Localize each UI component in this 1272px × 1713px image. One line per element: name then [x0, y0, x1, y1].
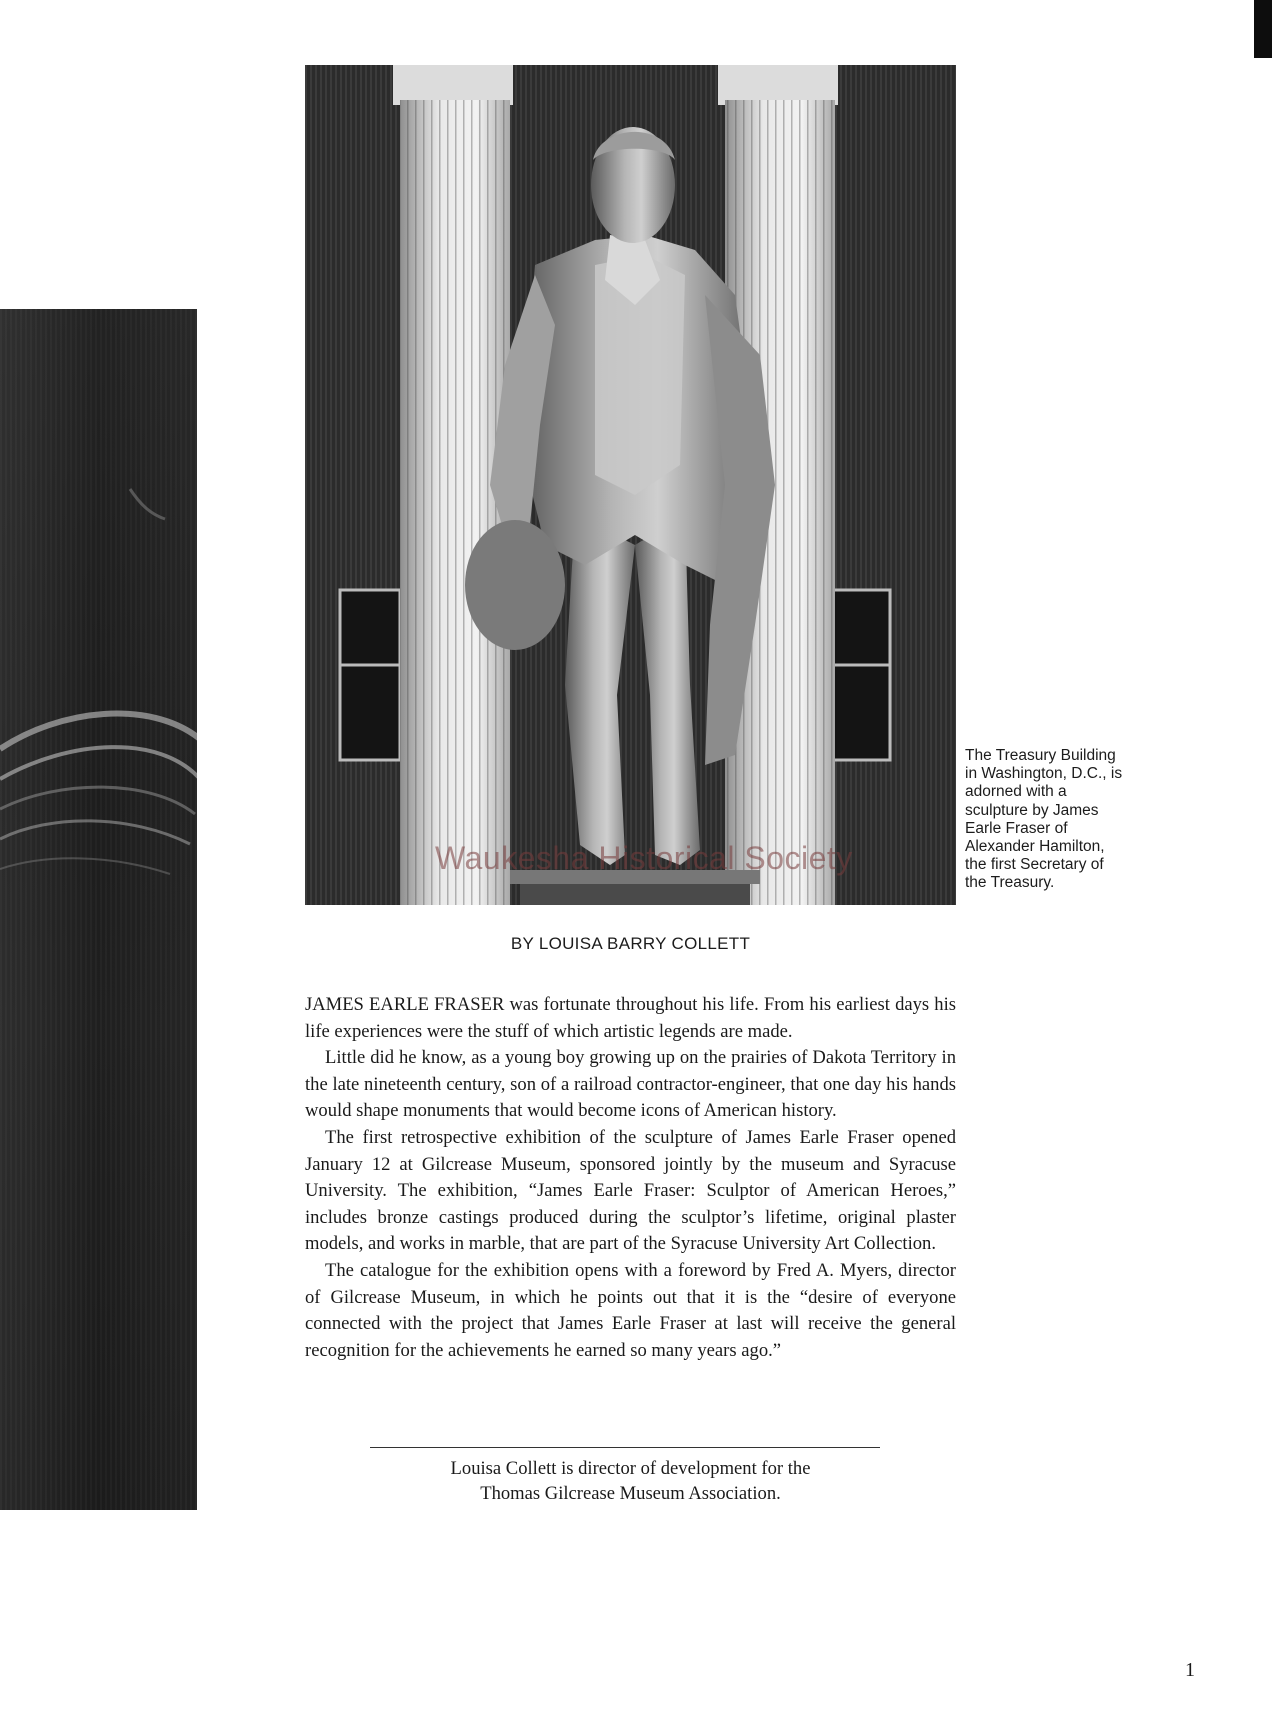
author-byline: BY LOUISA BARRY COLLETT [510, 934, 751, 953]
bio-line: Louisa Collett is director of development for the [450, 1458, 811, 1479]
left-photo-drawing [0, 309, 197, 1510]
author-bio [305, 1456, 956, 1506]
hamilton-statue-photo [305, 65, 956, 905]
article-paragraph: Little did he know, as a young boy growing up on the prairies of Dakota Territory in the late nineteenth century, son of a railroad contractor-engineer, that one day his hands would shape monuments that would become icons of American history. [305, 1047, 956, 1122]
article-paragraph: The first retrospective exhibition of the sculpture of James Earle Fraser opened January 12 at Gilcrease Museum, sponsored jointly by the museum and Syracuse University. The exhibition, “James Earle Fraser: Sculptor of American Heroes,” includes bronze castings produced during the sculptor’s lifetime, original plaster models, and works in marble, that are part of the Syracuse University Art Collection. [305, 1126, 956, 1255]
article-body [305, 992, 956, 1364]
divider-rule [370, 1447, 880, 1448]
statue-drawing [305, 65, 956, 905]
caption-line: in Washington, D.C., is [965, 765, 1123, 783]
article-paragraph: The catalogue for the exhibition opens with a foreword by Fred A. Myers, director of Gilcrease Museum, in which he points out that it is the “desire of everyone connected with the project that James Earle Fraser at last will receive the general recognition for the achievements he earned so many years ago.” [305, 1259, 956, 1361]
caption-line: the Treasury. [965, 874, 1055, 892]
page-number: 1 [1185, 1659, 1195, 1681]
left-photo-strip [0, 309, 197, 1510]
photo-caption [965, 747, 1165, 893]
caption-line: Alexander Hamilton, [965, 838, 1105, 856]
caption-line: The Treasury Building [965, 747, 1116, 764]
watermark-text: Waukesha Historical Society [435, 840, 853, 876]
caption-line: adorned with a [965, 783, 1067, 801]
article-paragraph: JAMES EARLE FRASER was fortunate throughout his life. From his earliest days his life experiences were the stuff of which artistic legends are made. [305, 994, 956, 1042]
bio-line: Thomas Gilcrease Museum Association. [480, 1483, 781, 1504]
caption-line: Earle Fraser of [965, 819, 1068, 837]
caption-line: the first Secretary of [965, 856, 1104, 874]
caption-line: sculpture by James [965, 801, 1099, 819]
page-edge-tab [1254, 0, 1272, 58]
